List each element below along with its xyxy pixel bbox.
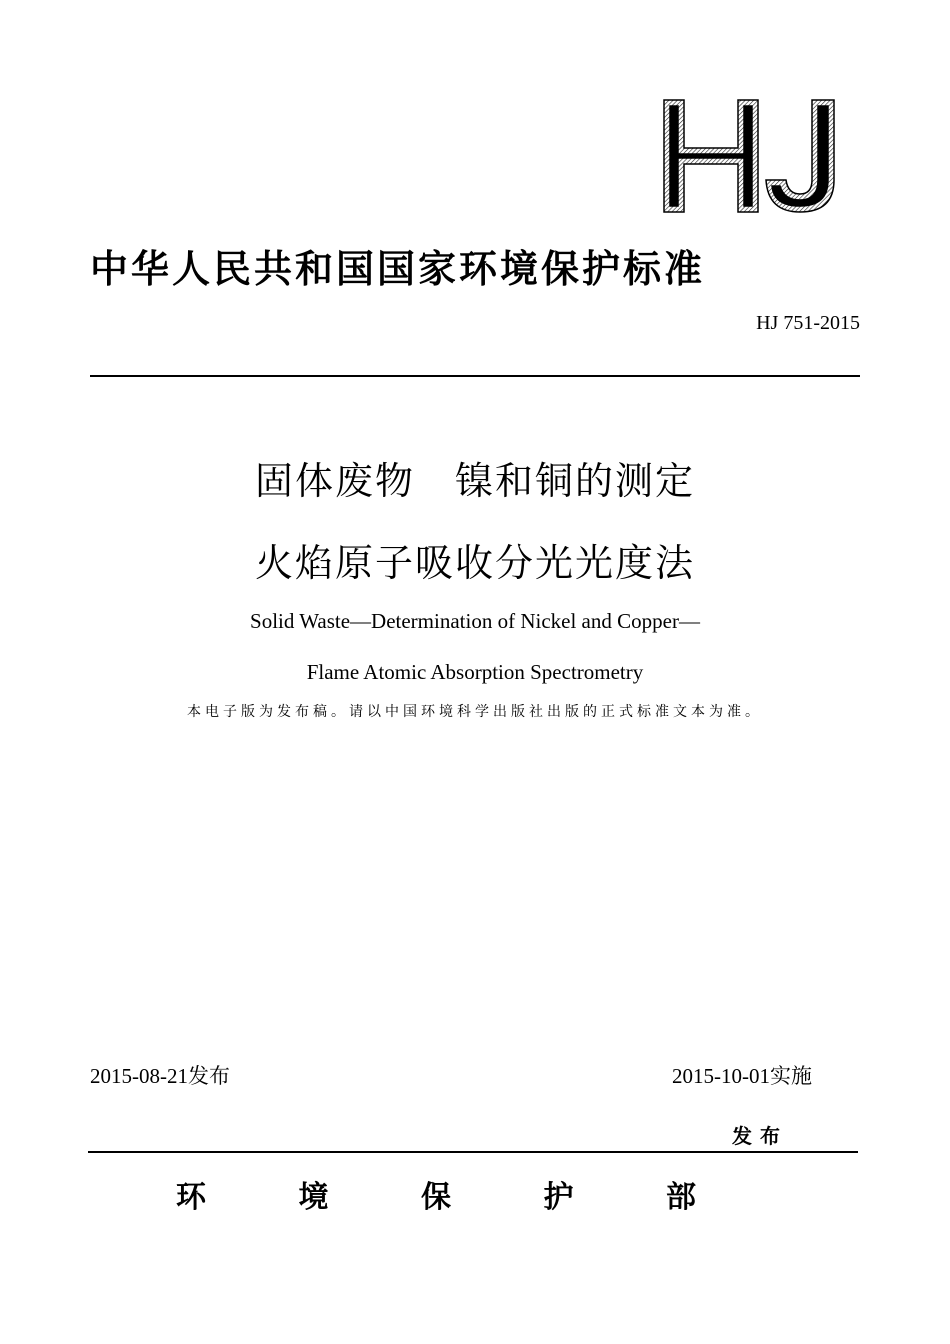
edition-notice: 本电子版为发布稿。请以中国环境科学出版社出版的正式标准文本为准。	[187, 704, 763, 720]
ministry-char: 部	[666, 1180, 696, 1215]
implement-date-value: 2015-10-01	[672, 1064, 770, 1088]
title-cn-line1: 固体废物 镍和铜的测定	[254, 459, 695, 503]
title-en-line2: Flame Atomic Absorption Spectrometry	[306, 660, 644, 684]
issue-date-label: 发布	[188, 1064, 230, 1088]
ministry-char: 保	[421, 1180, 451, 1215]
top-divider	[90, 375, 860, 377]
issue-date	[90, 1060, 230, 1090]
ministry-char: 境	[298, 1180, 329, 1215]
standard-name: 中华人民共和国国家环境保护标准	[90, 247, 706, 291]
issuing-ministry	[176, 1172, 696, 1216]
publish-label: 发布	[732, 1124, 788, 1148]
bottom-divider	[88, 1151, 858, 1153]
hj-logo-graphic	[660, 96, 840, 216]
standard-code: HJ 751-2015	[756, 312, 860, 334]
implement-date	[672, 1060, 812, 1090]
hj-logo	[660, 96, 840, 216]
issue-date-value: 2015-08-21	[90, 1064, 188, 1088]
implement-date-label: 实施	[770, 1064, 812, 1088]
ministry-char: 环	[176, 1180, 206, 1215]
title-en-line1: Solid Waste—Determination of Nickel and Copper—	[250, 609, 700, 633]
ministry-char: 护	[543, 1180, 574, 1215]
title-cn-line2: 火焰原子吸收分光光度法	[254, 541, 695, 585]
